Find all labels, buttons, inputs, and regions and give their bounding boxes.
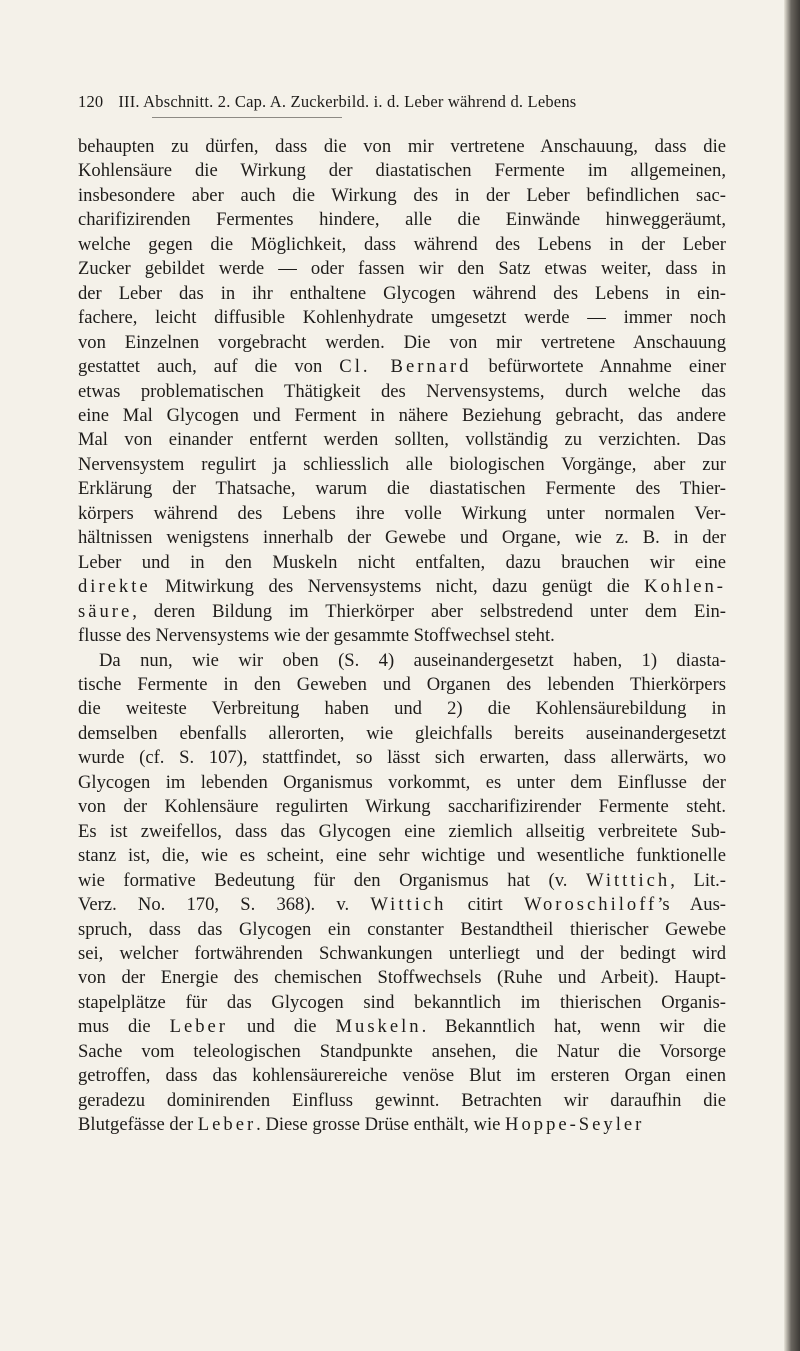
spaced-name: direkte [78,576,151,598]
text-line [78,257,726,281]
text-segment: charifizirenden Fermentes hindere, alle die Einwände hinweggeräumt, [78,209,726,231]
text-segment: wie formative Bedeutung für den Organismus hat (v. [78,869,587,891]
text-line [78,1040,726,1064]
text-line [78,404,726,428]
text-segment: Mitwirkung des Nervensystems nicht, dazu genügt die [150,576,645,598]
text-line [78,1015,726,1039]
text-line [78,208,726,232]
text-line [78,624,726,648]
body-text [78,135,726,1138]
text-line [78,697,726,721]
text-segment: insbesondere aber auch die Wirkung des in der Leber befindlichen sac- [78,184,726,206]
text-line [78,184,726,208]
text-segment: Zucker gebildet werde — oder fassen wir den Satz etwas weiter, dass in [78,258,726,280]
spaced-name: Leber [197,1114,257,1136]
text-segment: Sache vom teleologischen Standpunkte ansehen, die Natur die Vorsorge [78,1040,726,1062]
text-segment: demselben ebenfalls allerorten, wie gleichfalls bereits auseinandergesetzt [78,722,726,744]
text-line [78,893,726,917]
header-rule [152,117,342,118]
running-title: III. Abschnitt. 2. Cap. A. Zuckerbild. i. d. Leber während d. Lebens [118,92,577,111]
text-line [78,966,726,990]
spaced-name: säure [78,600,133,622]
page-edge-shadow [784,0,800,1351]
text-line [78,477,726,501]
text-line [78,991,726,1015]
spaced-name: Hoppe-Seyler [505,1114,645,1136]
text-segment: Blutgefässe der [78,1114,198,1136]
text-segment: wurde (cf. S. 107), stattfindet, so lässt sich erwarten, dass allerwärts, wo [78,747,726,769]
text-segment: der Leber das in ihr enthaltene Glycogen während des Lebens in ein- [78,282,726,304]
text-segment: gestattet auch, auf die von [78,356,340,378]
text-segment: Kohlensäure die Wirkung der diastatischen Fermente im allgemeinen, [78,160,726,182]
text-line [78,795,726,819]
text-line [78,575,726,599]
text-line [78,1113,726,1137]
text-line [78,844,726,868]
spaced-name: Kohlen- [644,576,726,598]
text-line [78,551,726,575]
text-segment: Es ist zweifellos, dass das Glycogen eine ziemlich allseitig verbreitete Sub- [78,820,726,842]
text-line [78,331,726,355]
text-segment: tische Fermente in den Geweben und Organen des lebenden Thierkörpers [78,673,726,695]
text-segment: Glycogen im lebenden Organismus vorkommt, es unter dem Einflusse der [78,771,726,793]
text-segment: Erklärung der Thatsache, warum die diastatischen Fermente des Thier- [78,478,726,500]
text-line [78,233,726,257]
running-header [78,92,726,112]
text-line [78,1089,726,1113]
text-segment: körpers während des Lebens ihre volle Wirkung unter normalen Ver- [78,502,726,524]
text-segment: ’s Aus- [657,894,726,916]
text-line [78,502,726,526]
text-segment: Da nun, wie wir oben (S. 4) auseinandergesetzt haben, 1) diasta- [99,649,726,671]
text-segment: getroffen, dass das kohlensäurereiche venöse Blut im ersteren Organ einen [78,1065,726,1087]
text-segment: welche gegen die Möglichkeit, dass während des Lebens in der Leber [78,233,726,255]
spaced-name: Muskeln [335,1016,422,1038]
text-line [78,135,726,159]
text-line [78,746,726,770]
text-line [78,600,726,624]
text-line [78,282,726,306]
text-segment: von der Kohlensäure regulirten Wirkung saccharifizirender Fermente steht. [78,796,726,818]
spaced-name: Leber [169,1016,228,1038]
text-line [78,942,726,966]
text-segment: Mal von einander entfernt werden sollten, vollständig zu verzichten. Das [78,429,726,451]
text-segment: von Einzelnen vorgebracht werden. Die von mir vertretene Anschauung [78,331,726,353]
text-line [78,526,726,550]
text-line [78,380,726,404]
text-segment: fachere, leicht diffusible Kohlenhydrate umgesetzt werde — immer noch [78,307,726,329]
text-line [78,869,726,893]
text-line [78,649,726,673]
text-segment: befürwortete Annahme einer [471,356,727,378]
text-line [78,1064,726,1088]
text-line [78,918,726,942]
text-segment: spruch, dass das Glycogen ein constanter Bestandtheil thierischer Gewebe [78,918,726,940]
text-segment: . Bekanntlich hat, wenn wir die [421,1016,726,1038]
text-segment: geradezu dominirenden Einfluss gewinnt. Betrachten wir daraufhin die [78,1089,726,1111]
text-segment: Verz. No. 170, S. 368). v. [78,894,371,916]
text-segment: und die [228,1016,336,1038]
text-segment: etwas problematischen Thätigkeit des Nervensystems, durch welche das [78,380,726,402]
text-segment: Leber und in den Muskeln nicht entfalten, dazu brauchen wir eine [78,551,726,573]
text-line [78,306,726,330]
spaced-name: Cl. Bernard [339,356,472,378]
text-line [78,428,726,452]
text-segment: stapelplätze für das Glycogen sind bekanntlich im thierischen Organis- [78,991,726,1013]
text-segment: flusse des Nervensystems wie der gesammte Stoffwechsel steht. [78,625,555,647]
text-segment: sei, welcher fortwährenden Schwankungen unterliegt und der bedingt wird [78,942,726,964]
text-line [78,673,726,697]
text-segment: citirt [446,894,524,916]
text-segment: die weiteste Verbreitung haben und 2) die Kohlensäurebildung in [78,698,726,720]
text-segment: , Lit.- [670,869,726,891]
text-segment: , deren Bildung im Thierkörper aber selbstredend unter dem Ein- [132,600,726,622]
text-line [78,771,726,795]
text-segment: behaupten zu dürfen, dass die von mir vertretene Anschauung, dass die [78,136,726,157]
page-number: 120 [78,92,104,111]
text-segment: von der Energie des chemischen Stoffwechsels (Ruhe und Arbeit). Haupt- [78,967,726,989]
text-segment: hältnissen wenigstens innerhalb der Gewebe und Organe, wie z. B. in der [78,527,726,549]
text-segment: stanz ist, die, wie es scheint, eine sehr wichtige und wesentliche funktionelle [78,845,726,867]
text-segment: mus die [78,1016,170,1038]
text-line [78,722,726,746]
spaced-name: Witttich [586,869,671,891]
text-segment: . Diese grosse Drüse enthält, wie [256,1114,506,1136]
text-segment: Nervensystem regulirt ja schliesslich alle biologischen Vorgänge, aber zur [78,453,726,475]
text-line [78,820,726,844]
spaced-name: Woroschiloff [523,894,658,916]
text-line [78,159,726,183]
text-line [78,355,726,379]
text-line [78,453,726,477]
text-segment: eine Mal Glycogen und Ferment in nähere Beziehung gebracht, das andere [78,404,726,426]
spaced-name: Wittich [370,894,447,916]
